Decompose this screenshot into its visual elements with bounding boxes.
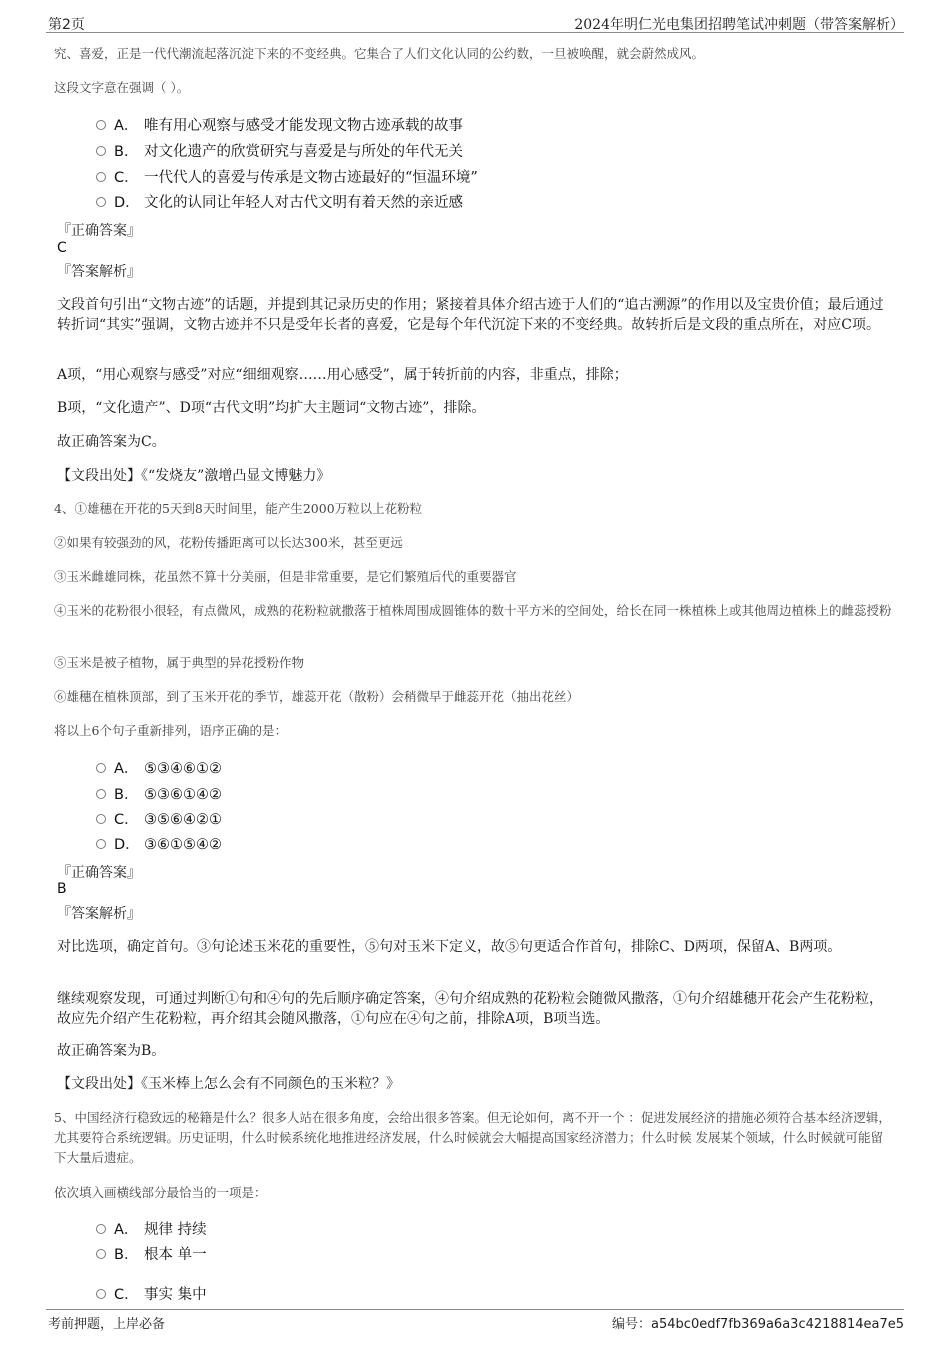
q3-prompt: 这段文字意在强调（ ）。: [54, 80, 190, 95]
q3-passage-tail: 究、喜爱，正是一代代潮流起落沉淀下来的不变经典。它集合了人们文化认同的公约数，一旦被唤醒，就会蔚然成风。: [54, 46, 705, 61]
q4-option-d[interactable]: D． ③⑥①⑤④②: [96, 833, 222, 854]
radio-icon[interactable]: [96, 120, 106, 130]
q3-analysis-paragraph: 故正确答案为C。: [57, 434, 166, 450]
radio-icon[interactable]: [96, 1249, 106, 1259]
q3-answer: C: [57, 240, 67, 256]
q5-option-a[interactable]: A． 规律 持续: [96, 1218, 207, 1239]
q3-option-c[interactable]: C． 一代代人的喜爱与传承是文物古迹最好的“恒温环境”: [96, 166, 478, 187]
q4-answer-label: 『正确答案』: [57, 865, 141, 881]
q4-option-b[interactable]: B． ⑤③⑥①④②: [96, 783, 222, 804]
document-code: [612, 1313, 904, 1332]
q3-option-b[interactable]: B． 对文化遗产的欣赏研究与喜爱是与所处的年代无关: [96, 140, 463, 161]
q4-analysis-label: 『答案解析』: [57, 906, 141, 922]
q4-analysis-paragraph: 继续观察发现，可通过判断①句和④句的先后顺序确定答案，④句介绍成熟的花粉粒会随微风撒落，①句介绍雄穗开花会产生花粉粒，故应先介绍产生花粉粒，再介绍其会随风撒落，①句应在④句之前，排除A项，B项当选。: [57, 991, 883, 1027]
code-label: 编号：: [612, 1317, 652, 1332]
header-divider: [46, 32, 904, 33]
q3-analysis-label: 『答案解析』: [57, 264, 141, 280]
radio-icon[interactable]: [96, 763, 106, 773]
q3-analysis-paragraph: B项，“文化遗产”、D项“古代文明”均扩大主题词“文物古迹”，排除。: [57, 400, 486, 416]
q4-sentence: 4、①雄穗在开花的5天到8天时间里，能产生2000万粒以上花粉粒: [54, 501, 423, 516]
footer-divider: [46, 1309, 904, 1310]
q3-option-a[interactable]: A． 唯有用心观察与感受才能发现文物古迹承载的故事: [96, 114, 463, 135]
option-text: 一代代人的喜爱与传承是文物古迹最好的“恒温环境”: [144, 170, 478, 186]
radio-icon[interactable]: [96, 1289, 106, 1299]
radio-icon[interactable]: [96, 197, 106, 207]
option-text: 对文化遗产的欣赏研究与喜爱是与所处的年代无关: [144, 144, 463, 160]
option-text: 唯有用心观察与感受才能发现文物古迹承载的故事: [144, 118, 463, 134]
q5-option-c[interactable]: C． 事实 集中: [96, 1283, 207, 1304]
radio-icon[interactable]: [96, 146, 106, 156]
q4-answer: B: [57, 881, 67, 897]
code-value: a54bc0edf7fb369a6a3c4218814ea7e5: [651, 1317, 904, 1332]
radio-icon[interactable]: [96, 172, 106, 182]
q3-analysis-paragraph: 文段首句引出“文物古迹”的话题，并提到其记录历史的作用；紧接着具体介绍古迹于人们的“追古溯源”的作用以及宝贵价值；最后通过转折词“其实”强调，文物古迹并不只是受年长者的喜爱，它是每个年代沉淀下来的不变经典。故转折后是文段的重点所在，对应C项。: [57, 297, 884, 333]
q4-prompt: 将以上6个句子重新排列，语序正确的是：: [54, 723, 287, 738]
q3-answer-label: 『正确答案』: [57, 223, 141, 239]
q3-analysis-paragraph: A项，“用心观察与感受”对应“细细观察……用心感受”，属于转折前的内容，非重点，排除；: [57, 367, 628, 383]
q4-sentence: ⑤玉米是被子植物，属于典型的异花授粉作物: [54, 655, 305, 670]
q3-source: 【文段出处】《“发烧友”激增凸显文博魅力》: [57, 468, 331, 484]
q4-sentence: ④玉米的花粉很小很轻，有点微风，成熟的花粉粒就撒落于植株周围成圆锥体的数十平方米的空间处，给长在同一株植株上或其他周边植株上的雌蕊授粉: [54, 603, 892, 618]
q4-option-a[interactable]: A． ⑤③④⑥①②: [96, 757, 222, 778]
option-text: 规律 持续: [144, 1222, 207, 1238]
option-text: 根本 单一: [144, 1247, 207, 1263]
radio-icon[interactable]: [96, 1224, 106, 1234]
option-text: ③⑥①⑤④②: [144, 837, 222, 853]
q4-analysis-paragraph: 对比选项，确定首句。③句论述玉米花的重要性，⑤句对玉米下定义，故⑤句更适合作首句，排除C、D两项，保留A、B两项。: [57, 939, 842, 955]
radio-icon[interactable]: [96, 789, 106, 799]
q4-sentence: ⑥雄穗在植株顶部，到了玉米开花的季节，雄蕊开花（散粉）会稍微早于雌蕊开花（抽出花丝）: [54, 689, 580, 704]
option-text: ⑤③④⑥①②: [144, 761, 222, 777]
q5-option-b[interactable]: B． 根本 单一: [96, 1243, 207, 1264]
option-text: ③⑤⑥④②①: [144, 812, 222, 828]
radio-icon[interactable]: [96, 839, 106, 849]
q4-sentence: ③玉米雌雄同株，花虽然不算十分美丽，但是非常重要，是它们繁殖后代的重要器官: [54, 569, 517, 584]
option-text: 文化的认同让年轻人对古代文明有着天然的亲近感: [144, 195, 463, 211]
option-text: 事实 集中: [144, 1287, 207, 1303]
q4-analysis-paragraph: 故正确答案为B。: [57, 1043, 166, 1059]
q4-option-c[interactable]: C． ③⑤⑥④②①: [96, 808, 222, 829]
page-number: 第2页: [48, 17, 85, 33]
q3-option-d[interactable]: D． 文化的认同让年轻人对古代文明有着天然的亲近感: [96, 191, 463, 212]
radio-icon[interactable]: [96, 814, 106, 824]
q5-passage: 5、中国经济行稳致远的秘籍是什么？很多人站在很多角度，会给出很多答案。但无论如何，离不开一个 ：促进发展经济的措施必须符合基本经济逻辑，尤其要符合系统逻辑。历史证明，什么时候系统化地推进经济发展，什么时候就会大幅提高国家经济潜力；什么时候 发展某个领域，什么时候就可能留下大量后遗症。: [54, 1110, 891, 1165]
document-title: 2024年明仁光电集团招聘笔试冲刺题（带答案解析）: [574, 17, 904, 33]
q4-sentence: ②如果有较强劲的风，花粉传播距离可以长达300米，甚至更远: [54, 535, 403, 550]
q4-source: 【文段出处】《玉米棒上怎么会有不同颜色的玉米粒？》: [57, 1076, 400, 1092]
option-text: ⑤③⑥①④②: [144, 787, 222, 803]
footer-slogan: 考前押题，上岸必备: [48, 1317, 166, 1332]
q5-prompt: 依次填入画横线部分最恰当的一项是：: [54, 1185, 267, 1200]
